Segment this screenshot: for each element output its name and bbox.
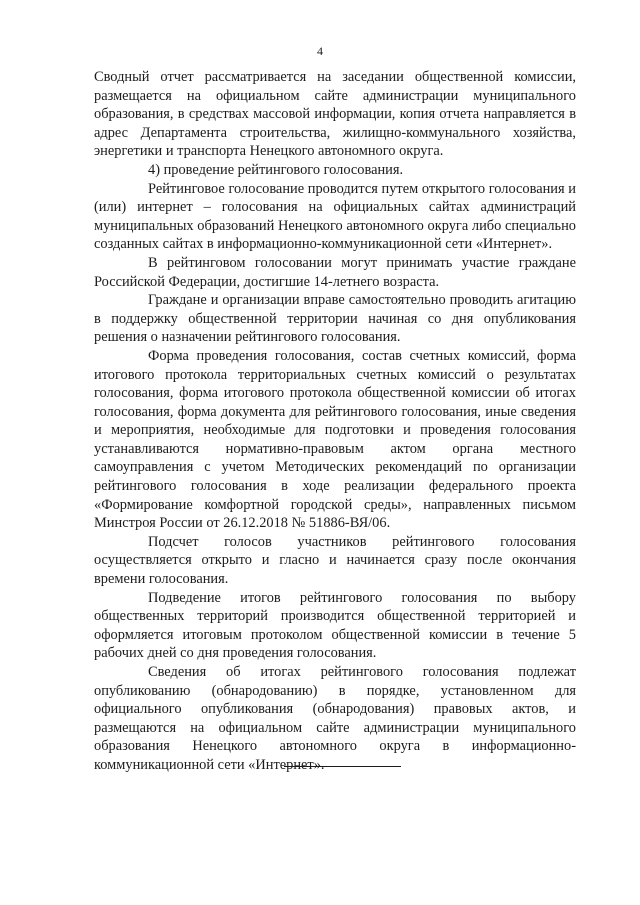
- end-of-document-rule: [284, 766, 401, 767]
- paragraph-voting-form: Форма проведения голосования, состав счетных комиссий, форма итогового протокола территориальных счетных комиссий о результатах голосования, форма итогового протокола общественной комиссии об итогах голосования, форма документа для рейтингового голосования, иные сведения и мероприятия, необходимые для подготовки и проведения голосования устанавливаются нормативно-правовым актом органа местного самоуправления с учетом Методических рекомендаций по организации рейтингового голосования в ходе реализации федерального проекта «Формирование комфортной городской среды», направленных письмом Минстроя России от 26.12.2018 № 51886-ВЯ/06.: [94, 347, 576, 532]
- paragraph-vote-count: Подсчет голосов участников рейтингового голосования осуществляется открыто и гласно и начинается сразу после окончания времени голосования.: [94, 533, 576, 588]
- paragraph-results-summary: Подведение итогов рейтингового голосования по выбору общественных территорий производится общественной территорией и оформляется итоговым протоколом общественной комиссии в течение 5 рабочих дней со дня проведения голосования.: [94, 589, 576, 662]
- page-number: 4: [317, 44, 323, 58]
- paragraph-item-4-heading: 4) проведение рейтингового голосования.: [148, 161, 404, 178]
- paragraph-results-publication: Сведения об итогах рейтингового голосования подлежат опубликованию (обнародованию) в порядке, установленном для официального опубликования (обнародования) правовых актов, и размещаются на официальном сайте администрации муниципального образования Ненецкого автономного округа в информационно-коммуникационной сети «Интернет».: [94, 664, 576, 773]
- document-body: [94, 68, 576, 775]
- paragraph-voter-eligibility: В рейтинговом голосовании могут принимать участие граждане Российской Федерации, достигшие 14-летнего возраста.: [94, 254, 576, 290]
- paragraph-summary-report: Сводный отчет рассматривается на заседании общественной комиссии, размещается на официальном сайте администрации муниципального образования, в средствах массовой информации, копия отчета направляется в адрес Департамента строительства, жилищно-коммунального хозяйства, энергетики и транспорта Ненецкого автономного округа.: [94, 69, 576, 160]
- paragraph-voting-method: Рейтинговое голосование проводится путем открытого голосования и (или) интернет – голосования на официальных сайтах администраций муниципальных образований Ненецкого автономного округа либо специально созданных сайтах в информационно-коммуникационной сети «Интернет».: [94, 180, 576, 253]
- paragraph-campaigning: Граждане и организации вправе самостоятельно проводить агитацию в поддержку общественной территории начиная со дня опубликования решения о назначении рейтингового голосования.: [94, 292, 576, 346]
